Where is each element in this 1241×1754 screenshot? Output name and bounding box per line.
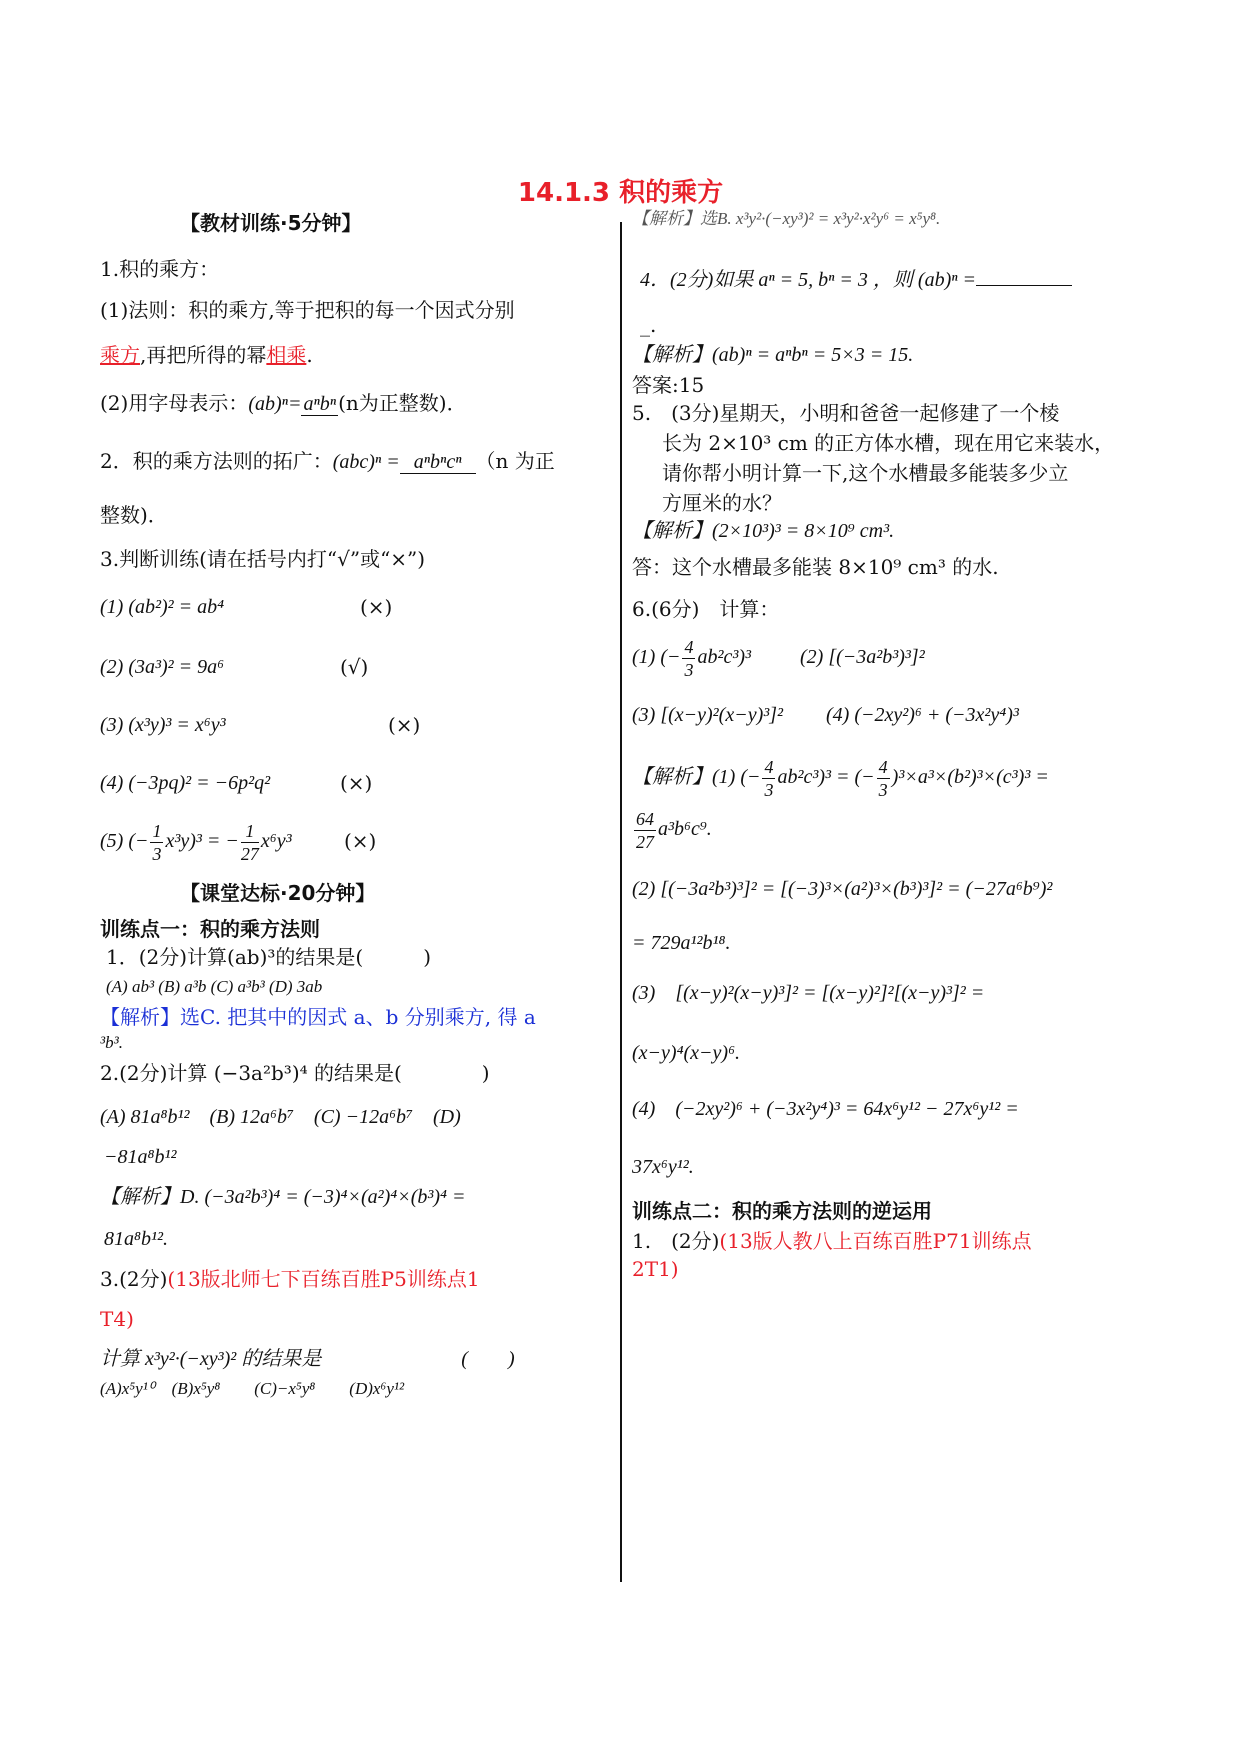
judge-3: (3) (x³y)³ = x⁶y³ bbox=[100, 714, 226, 736]
judge-5 bbox=[100, 818, 292, 865]
q6-part-3: (3) [(x−y)²(x−y)³]² bbox=[632, 704, 784, 726]
rule-text: ,再把所得的幂 bbox=[140, 343, 267, 367]
class-question-1: 1．(2分)计算(ab)³的结果是( ) bbox=[106, 945, 432, 969]
q2-answer: aⁿbⁿcⁿ bbox=[400, 451, 476, 474]
answer-blank bbox=[976, 285, 1072, 286]
judge-5-mid: x³y)³ = − bbox=[165, 830, 239, 852]
question-1-rule-cont bbox=[100, 342, 313, 368]
class-question-6: 6.(6分) 计算： bbox=[632, 597, 780, 621]
judge-1-answer: (×) bbox=[360, 595, 393, 619]
page-title: 14.1.3 积的乘方 bbox=[517, 178, 724, 208]
formula-note: (n为正整数)． bbox=[338, 391, 467, 415]
q6-part-4: (4) (−2xy²)⁶ + (−3x²y⁴)³ bbox=[826, 704, 1019, 726]
class-question-2-option-d: −81a⁸b¹² bbox=[104, 1146, 177, 1168]
q6-solution-3: (3) [(x−y)²(x−y)³]² = [(x−y)²]²[(x−y)³]² = bbox=[632, 982, 985, 1004]
reverse-question-1-source-cont: 2T1) bbox=[632, 1257, 679, 1281]
fraction-four-thirds bbox=[682, 636, 695, 681]
s1-mid: ab²c³)³ = (− bbox=[777, 766, 875, 788]
denominator: 3 bbox=[764, 779, 774, 800]
q6-1-post: ab²c³)³ bbox=[697, 646, 752, 668]
q6-solution-4-result: 37x⁶y¹². bbox=[632, 1156, 694, 1178]
fraction-one-27th bbox=[241, 820, 259, 865]
q5-solution: 【解析】(2×10³)³ = 8×10⁹ cm³. bbox=[632, 520, 895, 542]
training-point-2: 训练点二：积的乘方法则的逆运用 bbox=[632, 1199, 932, 1223]
q6-solution-3-result: (x−y)⁴(x−y)⁶. bbox=[632, 1042, 741, 1064]
q6-solution-4: (4) (−2xy²)⁶ + (−3x²y⁴)³ = 64x⁶y¹² − 27x⁶y¹² = bbox=[632, 1098, 1019, 1120]
class-question-4 bbox=[640, 266, 1072, 293]
q6-solution-1 bbox=[632, 754, 1049, 801]
question-1-rule: (1)法则：积的乘方,等于把积的每一个因式分别 bbox=[100, 298, 515, 322]
numerator: 64 bbox=[636, 808, 654, 829]
q6-part-1 bbox=[632, 634, 751, 681]
class-question-3-options: (A)x⁵y¹⁰ (B)x⁵y⁸ (C)−x⁵y⁸ (D)x⁶y¹² bbox=[100, 1379, 405, 1398]
q3-solution-text: 【解析】选B. x³y²·(−xy³)² = x³y²·x²y⁶ = x⁵y⁸. bbox=[632, 209, 941, 228]
formula-lhs: (ab)ⁿ= bbox=[248, 393, 302, 415]
class-question-2-options: (A) 81a⁸b¹² (B) 12a⁶b⁷ (C) −12a⁶b⁷ (D) bbox=[100, 1106, 461, 1128]
q4-solution: 【解析】(ab)ⁿ = aⁿbⁿ = 5×3 = 15. bbox=[632, 344, 914, 366]
denominator: 3 bbox=[878, 779, 888, 800]
class-question-1-solution: 【解析】选C. 把其中的因式 a、b 分别乘方, 得 a bbox=[100, 1005, 536, 1029]
q2-lhs: (abc)ⁿ = bbox=[332, 451, 400, 473]
section-heading-classroom: 【课堂达标·20分钟】 bbox=[180, 881, 376, 905]
q4-text: 4．(2分)如果 aⁿ = 5, bⁿ = 3 ，则 (ab)ⁿ = bbox=[640, 269, 977, 291]
class-question-2-solution-cont: 81a⁸b¹². bbox=[104, 1228, 168, 1250]
class-question-2-solution: 【解析】D. (−3a²b³)⁴ = (−3)⁴×(a²)⁴×(b³)⁴ = bbox=[100, 1186, 466, 1208]
q6-solution-2: (2) [(−3a²b³)³]² = [(−3)³×(a²)³×(b³)³]² = (−27a⁶b⁹)² bbox=[632, 878, 1053, 900]
class-question-3 bbox=[100, 1266, 480, 1292]
judge-4: (4) (−3pq)² = −6p²q² bbox=[100, 772, 271, 794]
judge-5-answer: (×) bbox=[344, 829, 377, 853]
judge-3-answer: (×) bbox=[388, 713, 421, 737]
class-question-5: 5. (3分)星期天，小明和爸爸一起修建了一个棱 bbox=[632, 401, 1060, 425]
reverse-question-1 bbox=[632, 1228, 1032, 1254]
class-question-4-cont: _. bbox=[640, 313, 657, 337]
class-question-3-text: 计算 x³y²·(−xy³)² 的结果是 ( ) bbox=[100, 1348, 515, 1370]
numerator: 1 bbox=[241, 820, 259, 843]
fraction-four-thirds bbox=[877, 756, 890, 801]
fraction-four-thirds bbox=[762, 756, 775, 801]
q4-answer: 答案:15 bbox=[632, 373, 705, 397]
fraction-64-27 bbox=[634, 808, 656, 853]
class-question-1-solution-cont: ³b³. bbox=[100, 1033, 123, 1052]
question-1: 1.积的乘方： bbox=[100, 257, 220, 281]
numerator: 4 bbox=[764, 756, 774, 777]
q6-solution-2-result: = 729a¹²b¹⁸. bbox=[632, 932, 731, 954]
class-question-1-options: (A) ab³ (B) a³b (C) a³b³ (D) 3ab bbox=[106, 977, 323, 996]
denominator: 3 bbox=[684, 659, 694, 680]
judge-4-answer: (×) bbox=[340, 771, 373, 795]
numerator: 1 bbox=[152, 820, 162, 841]
question-2 bbox=[100, 448, 555, 475]
q3-source: (13版北师七下百练百胜P5训练点1 bbox=[167, 1267, 480, 1291]
formula-label: (2)用字母表示： bbox=[100, 391, 249, 415]
q2-note: （n 为正 bbox=[475, 449, 555, 473]
formula-answer: aⁿbⁿ bbox=[303, 393, 337, 415]
section-heading-textbook: 【教材训练·5分钟】 bbox=[180, 211, 362, 235]
answer-multiply: 相乘 bbox=[266, 343, 307, 367]
judge-2: (2) (3a³)² = 9a⁶ bbox=[100, 656, 225, 678]
d1-source: (13版人教八上百练百胜P71训练点 bbox=[719, 1229, 1032, 1253]
judge-2-answer: (√) bbox=[340, 655, 369, 679]
q2-text: 2．积的乘方法则的拓广： bbox=[100, 449, 333, 473]
rule-end: . bbox=[306, 343, 313, 367]
judge-5-pre: (5) (− bbox=[100, 830, 149, 852]
judge-1: (1) (ab²)² = ab⁴ bbox=[100, 596, 225, 618]
column-divider bbox=[620, 222, 622, 1582]
q6-part-2: (2) [(−3a²b³)³]² bbox=[800, 646, 925, 668]
training-point-1: 训练点一：积的乘方法则 bbox=[100, 917, 320, 941]
d1-number: 1. (2分) bbox=[632, 1229, 720, 1253]
class-question-5-line2: 长为 2×10³ cm 的正方体水槽，现在用它来装水， bbox=[662, 431, 1115, 455]
q5-answer: 答：这个水槽最多能装 8×10⁹ cm³ 的水. bbox=[632, 555, 999, 579]
judge-5-post: x⁶y³ bbox=[260, 830, 292, 852]
question-3: 3.判断训练(请在括号内打“√”或“×”) bbox=[100, 547, 426, 571]
class-question-2: 2.(2分)计算 (−3a²b³)⁴ 的结果是( ) bbox=[100, 1061, 490, 1085]
fraction-one-third bbox=[150, 820, 163, 865]
s1-post: )³×a³×(b²)³×(c³)³ = bbox=[891, 766, 1049, 788]
class-question-5-line3: 请你帮小明计算一下,这个水槽最多能装多少立 bbox=[662, 461, 1069, 485]
q6-1-pre: (1) (− bbox=[632, 646, 681, 668]
q3-solution bbox=[632, 206, 940, 232]
question-1-formula bbox=[100, 390, 467, 417]
class-question-3-source-cont: T4) bbox=[100, 1307, 134, 1331]
numerator: 4 bbox=[684, 636, 694, 657]
s1-pre: 【解析】(1) (− bbox=[632, 766, 761, 788]
q3-number: 3.(2分) bbox=[100, 1267, 168, 1291]
denominator: 27 bbox=[240, 843, 259, 864]
answer-power: 乘方 bbox=[100, 343, 140, 367]
denominator: 3 bbox=[152, 843, 162, 864]
numerator: 4 bbox=[878, 756, 888, 777]
class-question-5-line4: 方厘米的水？ bbox=[662, 491, 782, 515]
s1-result: a³b⁶c⁹. bbox=[658, 818, 712, 840]
question-2-cont: 整数)． bbox=[100, 503, 168, 527]
denominator: 27 bbox=[636, 831, 654, 852]
q6-solution-1-result bbox=[632, 806, 712, 853]
